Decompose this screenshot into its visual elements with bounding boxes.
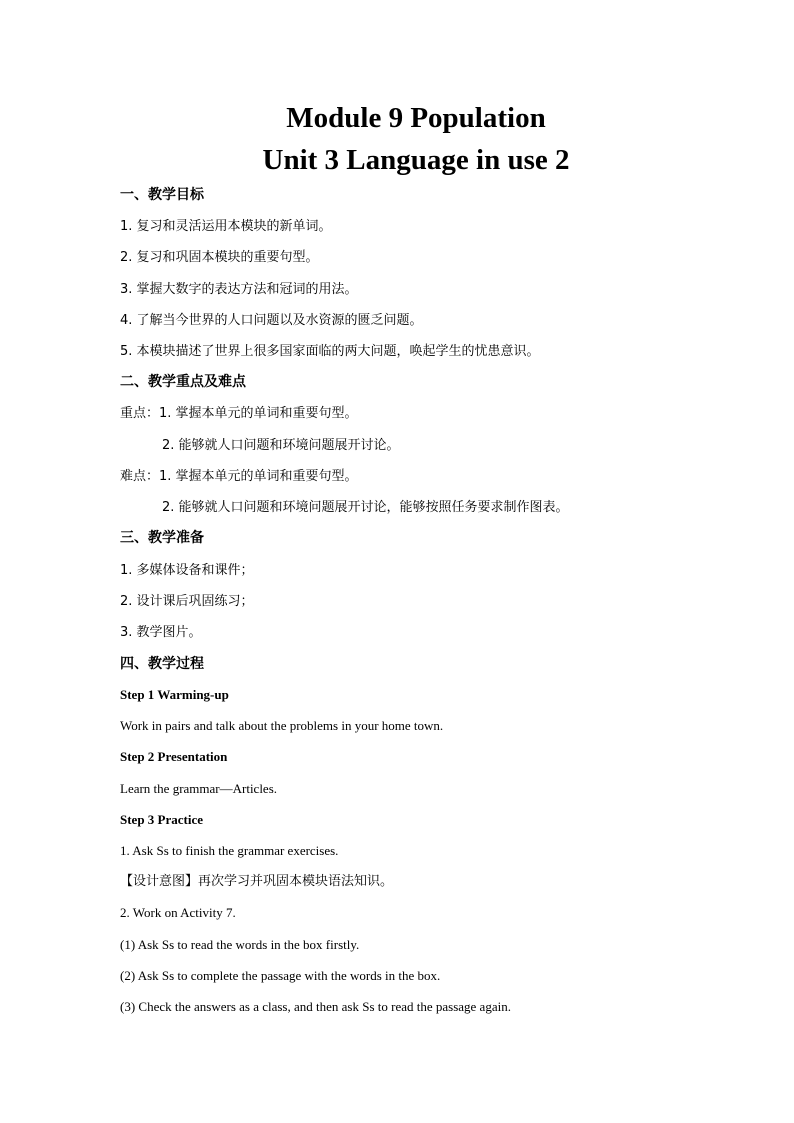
section-heading-objectives: 一、教学目标 [120, 187, 204, 203]
objective-item: 4. 了解当今世界的人口问题以及水资源的匮乏问题。 [120, 313, 423, 328]
objective-item: 1. 复习和灵活运用本模块的新单词。 [120, 219, 332, 234]
key-point-item: 重点：1. 掌握本单元的单词和重要句型。 [120, 406, 358, 421]
document-title-unit: Unit 3 Language in use 2 [262, 144, 570, 176]
key-point-item: 2. 能够就人口问题和环境问题展开讨论。 [162, 438, 400, 453]
step-text: Work in pairs and talk about the problems in your home town. [120, 718, 444, 733]
preparation-item: 3. 教学图片。 [120, 625, 202, 640]
practice-item: 1. Ask Ss to finish the grammar exercises. [120, 843, 339, 858]
practice-item: (2) Ask Ss to complete the passage with the words in the box. [120, 968, 441, 983]
step-heading: Step 3 Practice [120, 812, 204, 827]
preparation-item: 2. 设计课后巩固练习； [120, 594, 254, 609]
step-heading: Step 2 Presentation [120, 749, 228, 764]
design-intent-note: 【设计意图】再次学习并巩固本模块语法知识。 [120, 874, 394, 889]
practice-item: (1) Ask Ss to read the words in the box firstly. [120, 937, 360, 952]
practice-item: (3) Check the answers as a class, and then ask Ss to read the passage again. [120, 999, 511, 1014]
objective-item: 5. 本模块描述了世界上很多国家面临的两大问题，唤起学生的忧患意识。 [120, 344, 540, 359]
difficult-point-item: 难点：1. 掌握本单元的单词和重要句型。 [120, 469, 358, 484]
objective-item: 3. 掌握大数字的表达方法和冠词的用法。 [120, 282, 358, 297]
difficult-point-item: 2. 能够就人口问题和环境问题展开讨论，能够按照任务要求制作图表。 [162, 500, 569, 515]
preparation-item: 1. 多媒体设备和课件； [120, 563, 254, 578]
section-heading-process: 四、教学过程 [120, 656, 204, 672]
section-heading-preparation: 三、教学准备 [120, 530, 204, 546]
step-text: Learn the grammar—Articles. [120, 781, 278, 796]
step-heading: Step 1 Warming-up [120, 687, 229, 702]
objective-item: 2. 复习和巩固本模块的重要句型。 [120, 250, 319, 265]
document-title-module: Module 9 Population [286, 102, 546, 134]
practice-item: 2. Work on Activity 7. [120, 905, 236, 920]
section-heading-key-points: 二、教学重点及难点 [120, 374, 246, 390]
